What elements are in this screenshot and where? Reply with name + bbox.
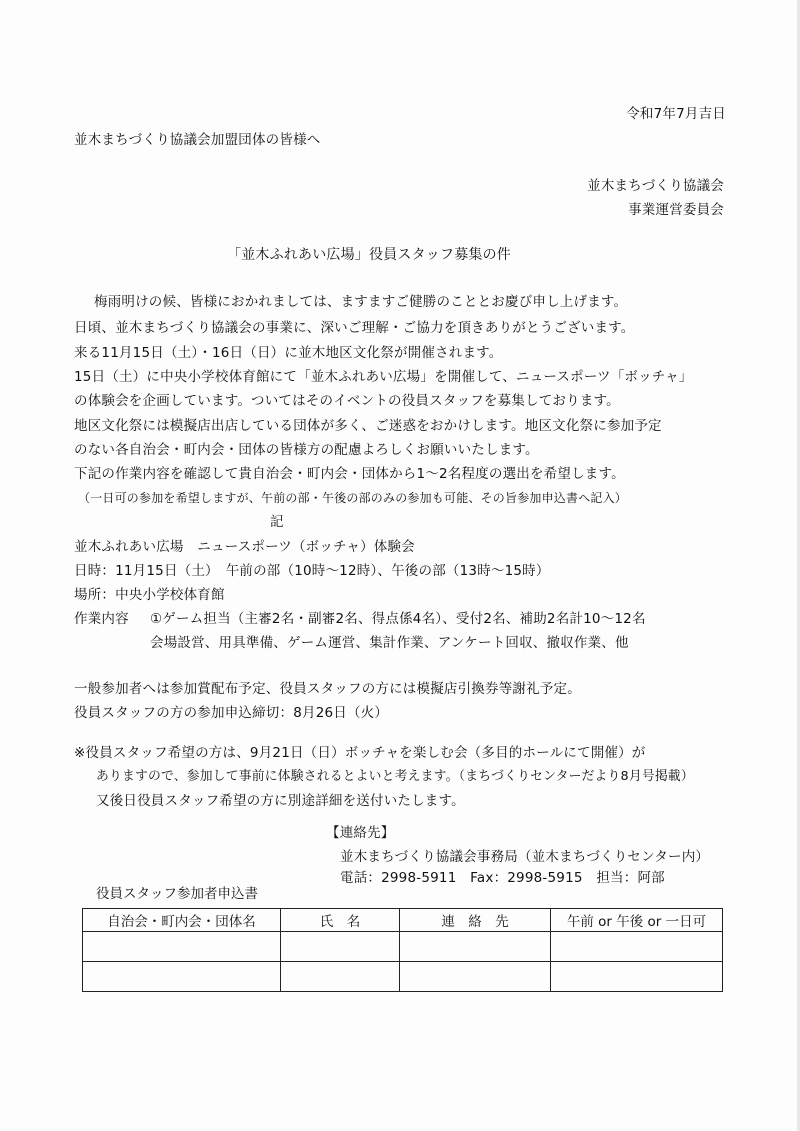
work-line-2: 会場設営、用具準備、ゲーム運営、集計作業、アンケート回収、撤収作業、他 (150, 635, 629, 651)
remark-line: ※役員スタッフ希望の方は、9月21日（日）ボッチャを楽しむ会（多目的ホールにて開催）が (74, 745, 646, 761)
form-title: 役員スタッフ参加者申込書 (96, 886, 258, 902)
contact-phone: 電話：2998-5911 Fax：2998-5915 担当：阿部 (340, 870, 665, 886)
event-datetime: 日時：11月15日（土） 午前の部（10時～12時）、午後の部（13時～15時） (74, 563, 550, 579)
body-line: 日頃、並木まちづくり協議会の事業に、深いご理解・ご協力を頂きありがとうございます。 (74, 320, 635, 336)
body-note: （一日可の参加を希望しますが、午前の部・午後の部のみの参加も可能、その旨参加申込書へ記入） (78, 491, 628, 505)
note-line: 一般参加者へは参加賞配布予定、役員スタッフの方には模擬店引換券等謝礼予定。 (74, 681, 581, 697)
column-header-name: 氏 名 (281, 909, 400, 932)
organization-cell (83, 962, 281, 992)
body-line: 下記の作業内容を確認して貴自治会・町内会・団体から1～2名程度の選出を希望します。 (74, 466, 625, 482)
contact-cell (400, 962, 551, 992)
column-header-contact: 連 絡 先 (400, 909, 551, 932)
sender-committee: 事業運営委員会 (628, 202, 724, 218)
work-line-1: ①ゲーム担当（主審2名・副審2名、得点係4名）、受付2名、補助2名計10～12名 (150, 611, 646, 627)
contact-office: 並木まちづくり協議会事務局（並木まちづくりセンター内） (340, 849, 710, 865)
event-place: 場所：中央小学校体育館 (74, 587, 225, 603)
name-cell (281, 962, 400, 992)
document-title: 「並木ふれあい広場」役員スタッフ募集の件 (227, 247, 511, 263)
recipient-line: 並木まちづくり協議会加盟団体の皆様へ (74, 132, 321, 148)
table-header-row (83, 909, 723, 932)
table-row (83, 962, 723, 992)
table-row (83, 932, 723, 962)
session-cell (551, 932, 723, 962)
work-label: 作業内容 (74, 611, 129, 627)
remark-line: ありますので、参加して事前に体験されるとよいと考えます。（まちづくりセンターだより8月号掲載） (96, 769, 694, 784)
event-name: 並木ふれあい広場 ニュースポーツ（ボッチャ）体験会 (74, 539, 415, 555)
document-date: 令和7年7月吉日 (626, 106, 726, 122)
body-line: 梅雨明けの候、皆様におかれましては、ますますご健勝のこととお慶び申し上げます。 (94, 294, 628, 310)
ki-heading: 記 (270, 514, 284, 530)
contact-cell (400, 932, 551, 962)
session-cell (551, 962, 723, 992)
body-line: のない各自治会・町内会・団体の皆様方の配慮よろしくお願いいたします。 (74, 442, 539, 458)
organization-cell (83, 932, 281, 962)
deadline-line: 役員スタッフの方の参加申込締切：8月26日（火） (74, 705, 389, 721)
body-line: の体験会を企画しています。ついてはそのイベントの役員スタッフを募集しております。 (74, 393, 620, 409)
column-header-organization: 自治会・町内会・団体名 (83, 909, 281, 932)
contact-heading: 【連絡先】 (326, 825, 395, 841)
remark-line: 又後日役員スタッフ希望の方に別途詳細を送付いたします。 (96, 793, 465, 809)
column-header-session: 午前 or 午後 or 一日可 (551, 909, 723, 932)
sender-organization: 並木まちづくり協議会 (587, 178, 724, 194)
body-line: 来る11月15日（土）・16日（日）に並木地区文化祭が開催されます。 (74, 345, 503, 361)
body-line: 地区文化祭には模擬店出店している団体が多く、ご迷惑をおかけします。地区文化祭に参加予定 (74, 418, 662, 434)
name-cell (281, 932, 400, 962)
body-line: 15日（土）に中央小学校体育館にて「並木ふれあい広場」を開催して、ニュースポーツ「ボッチャ」 (74, 369, 693, 385)
application-form-table (82, 908, 723, 992)
